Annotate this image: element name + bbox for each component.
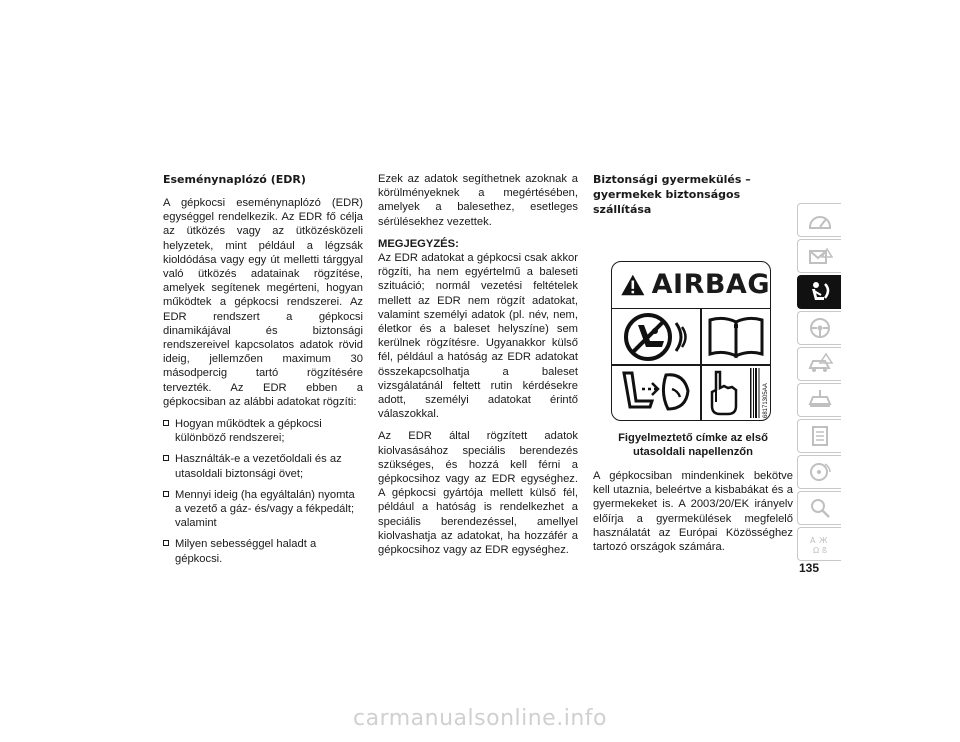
seat-airbag-deploy-icon	[616, 367, 696, 419]
column-child-safety	[593, 172, 793, 562]
svg-text:ß: ß	[821, 546, 827, 555]
note-title: MEGJEGYZÉS:	[378, 237, 459, 250]
svg-text:Ω: Ω	[812, 546, 819, 555]
tab-multimedia[interactable]	[797, 455, 841, 489]
tab-driving[interactable]	[797, 311, 841, 345]
edr-intro: A gépkocsi eseménynaplózó (EDR) egységgel rendelkezik. Az EDR fő célja az ütközés vagy az ütközésközeli helyzetek, mint például a légzsák kioldódása vagy egy út melletti tárggyal való ütközés adatainak rögzítése, amelyek segítenek megérteni, hogyan működtek a gépkocsi rendszerei. Az EDR rendszert a gépkocsi dinamikájával és biztonsági rendszereivel kapcsolatos adatok rövid ideig, jellemzően maximum 30 másodpercig tartó rögzítésére tervezték. Az EDR ebben a gépkocsiban az alábbi adatokat rögzíti:	[163, 197, 363, 408]
tab-safety[interactable]	[797, 275, 841, 309]
label-code	[761, 368, 769, 418]
child-hand-icon	[704, 368, 744, 418]
tab-warnings[interactable]	[797, 239, 841, 273]
edr-bullet-list	[163, 417, 363, 566]
watermark: carmanualsonline.info	[353, 706, 607, 731]
warning-triangle-icon	[620, 267, 646, 303]
envelope-warning-icon	[807, 245, 833, 267]
steering-wheel-icon	[807, 316, 833, 340]
dashboard-gauge-icon	[807, 209, 833, 231]
svg-text:A: A	[809, 536, 815, 545]
checkbox-bullet-icon	[163, 455, 169, 461]
tab-index[interactable]	[797, 491, 841, 525]
tab-dashboard[interactable]	[797, 203, 841, 237]
label-title: AIRBAG	[651, 268, 770, 300]
checkbox-bullet-icon	[163, 540, 169, 546]
edr-para-1: Ezek az adatok segíthetnek azoknak a körülményeknek a megértésében, amelyek a balesethez, esetleges sérülésekhez vezettek.	[378, 173, 578, 228]
list-item: Használták-e a vezetőoldali és az utasoldali biztonsági övet;	[163, 452, 363, 480]
checklist-icon	[807, 424, 833, 448]
edr-para-2: Az EDR által rögzített adatok kiolvasásához speciális berendezés szükséges, és hozzá kell férni a gépkocsihoz vagy az EDR egységhez. A gépkocsi gyártója mellett külső fél, például a hatóság is rendelkezhet a speciális berendezéssel, amellyel kiolvashatja az adatokat, ha hozzáfér a gépkocsihoz vagy az EDR egységhez.	[378, 430, 578, 557]
column-edr	[163, 172, 363, 573]
tab-service[interactable]	[797, 383, 841, 417]
list-item: Hogyan működtek a gépkocsi különböző rendszerei;	[163, 417, 363, 445]
svg-text:68171305AA: 68171305AA	[763, 383, 769, 418]
tab-specifications[interactable]	[797, 419, 841, 453]
checkbox-bullet-icon	[163, 491, 169, 497]
checkbox-bullet-icon	[163, 420, 169, 426]
language-symbols-icon	[807, 532, 833, 556]
car-service-icon	[807, 388, 833, 412]
tab-emergency[interactable]	[797, 347, 841, 381]
barcode	[750, 368, 760, 418]
seat-airbag-icon	[806, 280, 834, 304]
media-disc-icon	[807, 460, 833, 484]
magnifier-icon	[807, 496, 833, 520]
tab-languages[interactable]	[797, 527, 841, 561]
page-number: 135	[799, 561, 820, 575]
label-header	[612, 262, 770, 309]
airbag-warning-label	[611, 261, 771, 421]
note-text: Az EDR adatokat a gépkocsi csak akkor rögzíti, ha nem egyértelmű a baleseti szituáció; normál vezetési feltételek mellett az EDR nem rögzít adatokat, valamint személyi adatok (pl. név, nem, életkor és a baleset helyszíne) sem kerülnek rögzítésre. Ugyanakkor külső fél, például a hatóság az EDR adatokat összekapcsolhatja a baleset vizsgálatánál feltett rutin kérdésekre adott, személyi adatokat érintő válaszokkal.	[378, 252, 578, 421]
manual-book-icon	[706, 314, 766, 360]
svg-text:Ж: Ж	[818, 536, 828, 545]
label-divider-horizontal	[612, 364, 770, 366]
chapter-tabs	[797, 203, 841, 563]
column-edr-continued	[378, 172, 578, 565]
car-warning-icon	[807, 352, 833, 376]
list-item: Milyen sebességgel haladt a gépkocsi.	[163, 537, 363, 565]
label-caption: Figyelmeztető címke az első utasoldali napellenzőn	[618, 432, 768, 458]
no-rear-facing-child-seat-icon	[618, 311, 694, 363]
list-item: Mennyi ideig (ha egyáltalán) nyomta a vezető a gáz- és/vagy a fékpedált; valamint	[163, 488, 363, 531]
child-safety-heading: Biztonsági gyermekülés – gyermekek biztonságos szállítása	[593, 173, 751, 216]
child-safety-para: A gépkocsiban mindenkinek bekötve kell utaznia, beleértve a kisbabákat és a gyermekeket is. A 2003/20/EK irányelv előírja a gyermekülések megfelelő használatát az Európai Közösséghez tartozó országok számára.	[593, 470, 793, 554]
edr-heading: Eseménynaplózó (EDR)	[163, 173, 306, 186]
